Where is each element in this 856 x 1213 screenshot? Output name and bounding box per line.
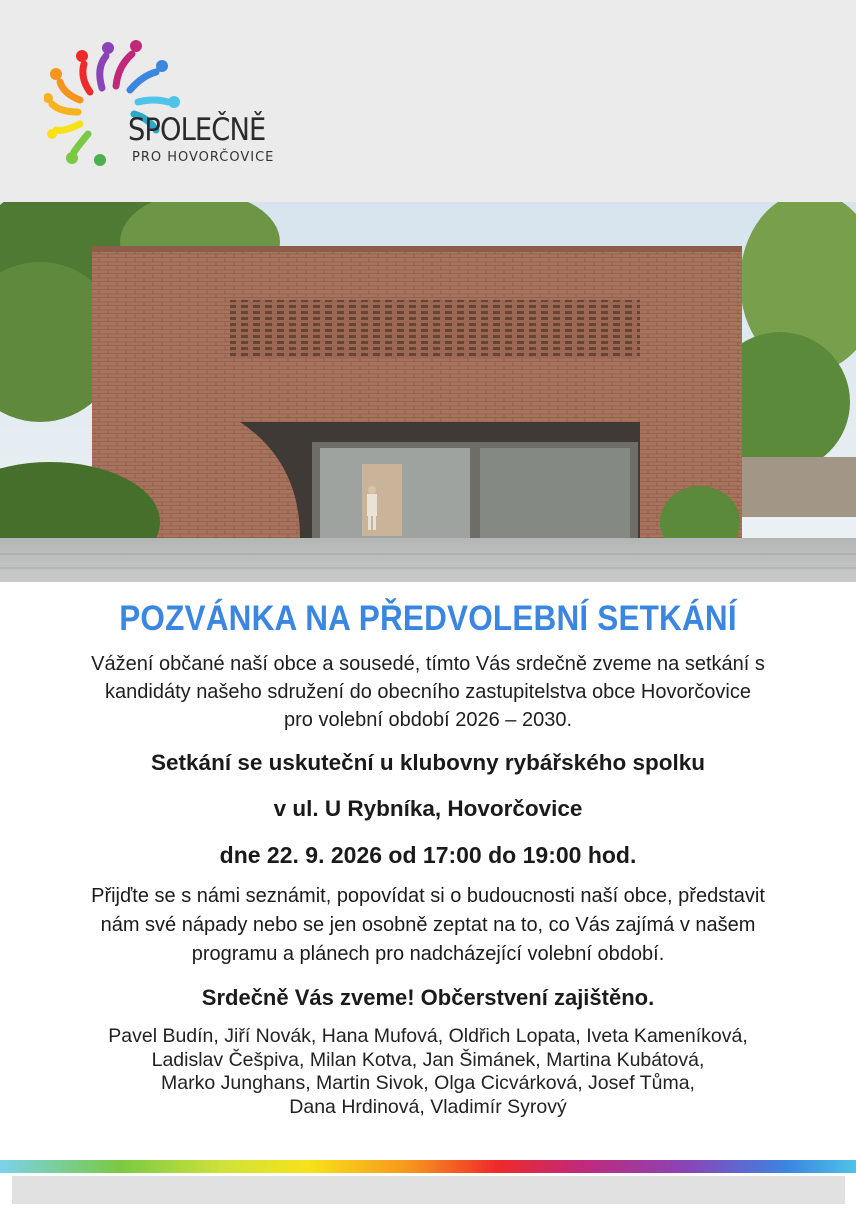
closing-line: Srdečně Vás zveme! Občerstvení zajištěno. xyxy=(201,985,655,1010)
details-line: programu a plánech pro nadcházející volební období. xyxy=(191,943,665,965)
building-photo xyxy=(0,202,856,582)
venue-line-2: v ul. U Rybníka, Hovorčovice xyxy=(273,796,583,821)
details-line: Přijďte se s námi seznámit, popovídat si o budoucnosti naší obce, představit xyxy=(91,885,765,907)
intro-paragraph xyxy=(40,650,816,734)
candidate-line: Dana Hrdinová, Vladimír Syrový xyxy=(289,1095,567,1118)
invitation-content xyxy=(0,588,856,1119)
details-line: nám své nápady nebo se jen osobně zeptat na to, co Vás zajímá v našem xyxy=(100,914,756,936)
intro-line: Vážení občané naší obce a sousedé, tímto Vás srdečně zveme na setkání s xyxy=(91,653,765,675)
venue-line-1: Setkání se uskuteční u klubovny rybářského spolku xyxy=(151,750,705,775)
brick-building-image-icon xyxy=(0,202,856,582)
date-line: dne 22. 9. 2026 od 17:00 do 19:00 hod. xyxy=(219,842,637,868)
logo xyxy=(44,38,314,173)
details-paragraph xyxy=(30,882,826,969)
logo-subtitle: PRO HOVORČOVICE xyxy=(132,150,275,165)
header-banner xyxy=(0,0,856,202)
invitation-title: POZVÁNKA NA PŘEDVOLEBNÍ SETKÁNÍ xyxy=(119,599,737,638)
candidate-line: Ladislav Češpiva, Milan Kotva, Jan Šimánek, Martina Kubátová, xyxy=(151,1048,705,1071)
rainbow-stripe xyxy=(0,1160,856,1173)
footer-bar xyxy=(12,1176,845,1204)
candidate-line: Marko Junghans, Martin Sivok, Olga Cicvárková, Josef Tůma, xyxy=(161,1072,695,1094)
candidate-line: Pavel Budín, Jiří Novák, Hana Mufová, Oldřich Lopata, Iveta Kameníková, xyxy=(108,1025,748,1047)
intro-line: kandidáty našeho sdružení do obecního zastupitelstva obce Hovorčovice xyxy=(105,681,751,703)
candidate-list xyxy=(40,1025,816,1119)
intro-line: pro volební období 2026 – 2030. xyxy=(283,709,573,731)
logo-title: SPOLEČNĚ xyxy=(128,112,266,148)
